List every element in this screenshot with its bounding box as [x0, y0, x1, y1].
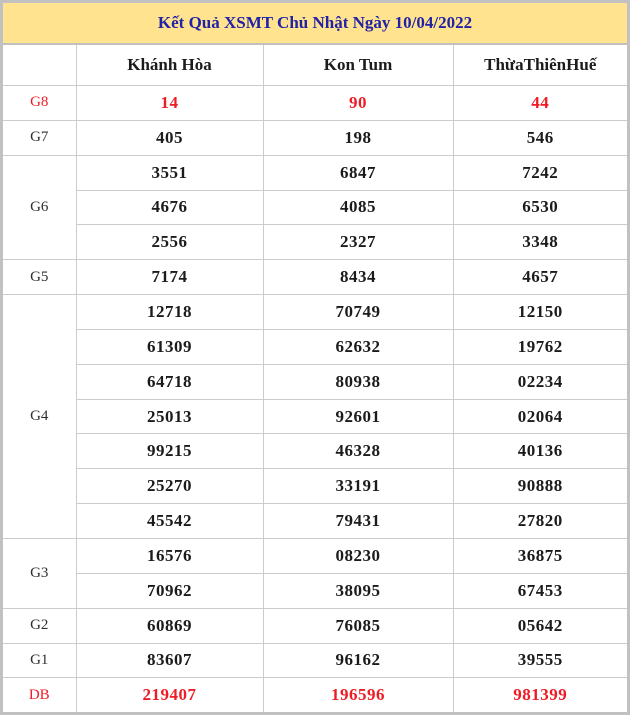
table-row	[3, 469, 627, 504]
table-row	[3, 608, 627, 643]
prize-value: 198	[263, 120, 453, 155]
prize-value: 36875	[453, 538, 627, 573]
prize-value: 08230	[263, 538, 453, 573]
prize-value: 96162	[263, 643, 453, 678]
prize-label: G8	[3, 86, 76, 121]
table-row	[3, 573, 627, 608]
prize-value: 90888	[453, 469, 627, 504]
prize-value: 46328	[263, 434, 453, 469]
table-row	[3, 364, 627, 399]
prize-value: 7174	[76, 260, 263, 295]
corner-cell	[3, 45, 76, 86]
prize-value: 196596	[263, 678, 453, 712]
table-row	[3, 399, 627, 434]
table-row	[3, 538, 627, 573]
prize-value: 83607	[76, 643, 263, 678]
prize-value: 2556	[76, 225, 263, 260]
prize-value: 546	[453, 120, 627, 155]
prize-value: 05642	[453, 608, 627, 643]
prize-value: 33191	[263, 469, 453, 504]
prize-value: 2327	[263, 225, 453, 260]
prize-value: 6530	[453, 190, 627, 225]
prize-value: 25270	[76, 469, 263, 504]
results-table-container	[3, 45, 627, 712]
results-table	[3, 45, 627, 712]
prize-value: 76085	[263, 608, 453, 643]
prize-value: 67453	[453, 573, 627, 608]
prize-value: 39555	[453, 643, 627, 678]
prize-value: 219407	[76, 678, 263, 712]
prize-value: 99215	[76, 434, 263, 469]
table-row	[3, 434, 627, 469]
prize-value: 7242	[453, 155, 627, 190]
prize-value: 4676	[76, 190, 263, 225]
prize-value: 44	[453, 86, 627, 121]
results-tbody	[3, 86, 627, 713]
prize-value: 70962	[76, 573, 263, 608]
prize-value: 4085	[263, 190, 453, 225]
prize-value: 6847	[263, 155, 453, 190]
prize-value: 12718	[76, 295, 263, 330]
prize-label: G4	[3, 295, 76, 539]
prize-value: 70749	[263, 295, 453, 330]
table-row	[3, 643, 627, 678]
header-row	[3, 45, 627, 86]
prize-label: G5	[3, 260, 76, 295]
table-row	[3, 504, 627, 539]
table-row	[3, 260, 627, 295]
prize-value: 60869	[76, 608, 263, 643]
column-header: Kon Tum	[263, 45, 453, 86]
prize-value: 981399	[453, 678, 627, 712]
prize-value: 45542	[76, 504, 263, 539]
table-row	[3, 678, 627, 712]
prize-value: 27820	[453, 504, 627, 539]
prize-value: 3551	[76, 155, 263, 190]
prize-value: 25013	[76, 399, 263, 434]
prize-value: 12150	[453, 295, 627, 330]
prize-label: G6	[3, 155, 76, 260]
prize-label: G7	[3, 120, 76, 155]
table-row	[3, 155, 627, 190]
prize-value: 64718	[76, 364, 263, 399]
prize-value: 405	[76, 120, 263, 155]
prize-value: 8434	[263, 260, 453, 295]
page-title[interactable]: Kết Quả XSMT Chủ Nhật Ngày 10/04/2022	[157, 13, 473, 32]
table-row	[3, 295, 627, 330]
table-row	[3, 225, 627, 260]
column-header: Khánh Hòa	[76, 45, 263, 86]
prize-value: 90	[263, 86, 453, 121]
column-header: ThừaThiênHuế	[453, 45, 627, 86]
prize-label: G2	[3, 608, 76, 643]
prize-label: DB	[3, 678, 76, 712]
prize-value: 40136	[453, 434, 627, 469]
prize-value: 19762	[453, 329, 627, 364]
prize-value: 92601	[263, 399, 453, 434]
table-row	[3, 190, 627, 225]
prize-value: 4657	[453, 260, 627, 295]
prize-value: 16576	[76, 538, 263, 573]
prize-value: 3348	[453, 225, 627, 260]
prize-value: 61309	[76, 329, 263, 364]
prize-value: 02234	[453, 364, 627, 399]
prize-value: 79431	[263, 504, 453, 539]
prize-value: 38095	[263, 573, 453, 608]
prize-value: 02064	[453, 399, 627, 434]
table-row	[3, 120, 627, 155]
table-row	[3, 86, 627, 121]
prize-value: 62632	[263, 329, 453, 364]
prize-value: 80938	[263, 364, 453, 399]
table-row	[3, 329, 627, 364]
prize-label: G1	[3, 643, 76, 678]
title-bar	[3, 3, 627, 45]
prize-label: G3	[3, 538, 76, 608]
prize-value: 14	[76, 86, 263, 121]
